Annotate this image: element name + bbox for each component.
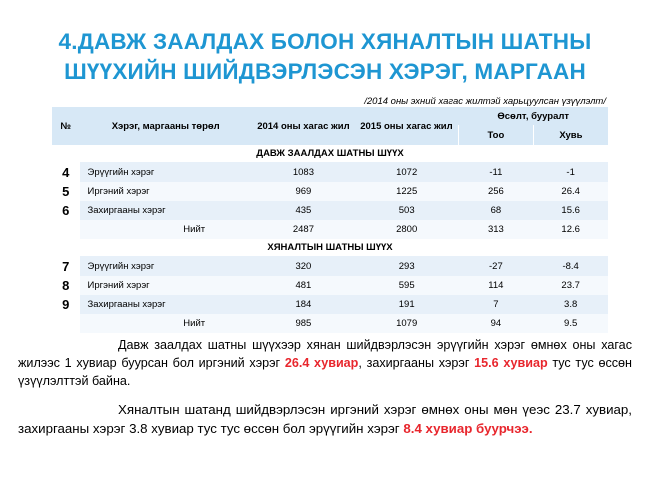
growth-count: 7 xyxy=(493,299,499,310)
summary-paragraph-supervisory xyxy=(18,400,632,438)
table-row xyxy=(52,201,608,220)
growth-count: -27 xyxy=(489,260,503,272)
summary-paragraph-appeal xyxy=(18,336,632,390)
row-number: 4 xyxy=(52,162,80,182)
value-2015: 503 xyxy=(398,205,415,216)
case-type: Захиргааны хэрэг xyxy=(87,205,166,216)
header-count: Тоо xyxy=(458,125,533,145)
paragraph-text: Хяналтын шатанд шийдвэрлэсэн иргэний хэрэг өмнөх оны мөн үеэс 23.7 хувиар, захиргааны хэрэг 3.8 хувиар тус тус өссөн бол эрүүгийн хэрэг xyxy=(18,402,632,436)
total-2015: 1079 xyxy=(396,318,418,329)
paragraph-text: Давж заалдах шатны шүүхээр хянан шийдвэрлэсэн эрүүгийн хэрэг өмнөх оны хагас жилээс 1 хувиар буурсан бол иргэний хэрэг xyxy=(18,338,632,370)
value-2015: 595 xyxy=(398,280,415,291)
growth-count: 68 xyxy=(490,205,502,216)
header-share: Хувь xyxy=(533,125,608,145)
table-row xyxy=(52,162,608,182)
case-type: Эрүүгийн хэрэг xyxy=(87,166,155,178)
header-case-type: Хэрэг, маргааны төрөл xyxy=(80,107,252,145)
section-header-supervisory xyxy=(52,239,608,256)
row-number: 7 xyxy=(52,256,80,276)
total-growth-share: 9.5 xyxy=(564,318,578,329)
growth-share: 3.8 xyxy=(564,299,578,310)
slide-title-line-2: ШҮҮХИЙН ШИЙДВЭРЛЭСЭН ХЭРЭГ, МАРГААН xyxy=(64,59,586,84)
total-2014: 2487 xyxy=(292,224,314,235)
value-2014: 320 xyxy=(295,260,312,272)
value-2014: 1083 xyxy=(292,166,314,178)
growth-share: 23.7 xyxy=(561,280,580,291)
table-header-row xyxy=(52,107,608,125)
section-header-appeal xyxy=(52,145,608,162)
growth-share: 15.6 xyxy=(561,205,580,216)
value-2014: 435 xyxy=(295,205,312,216)
row-number: 9 xyxy=(52,295,80,314)
case-type: Иргэний хэрэг xyxy=(87,186,150,197)
row-number: 5 xyxy=(52,182,80,201)
row-number: 8 xyxy=(52,276,80,295)
total-growth-count: 94 xyxy=(490,318,502,329)
comparison-note: /2014 оны эхний хагас жилтэй харьцуулсан үзүүлэлт/ xyxy=(364,96,606,107)
section-title: ДАВЖ ЗААЛДАХ ШАТНЫ ШҮҮХ xyxy=(52,145,608,162)
case-type: Иргэний хэрэг xyxy=(87,280,150,291)
header-2015: 2015 оны хагас жил xyxy=(355,107,459,145)
paragraph-text: тус тус өссөн үзүүлэлттэй байна. xyxy=(18,356,633,388)
case-type: Эрүүгийн хэрэг xyxy=(87,260,155,272)
table-total-row xyxy=(52,314,608,333)
growth-share: 26.4 xyxy=(561,186,580,197)
section-title: ХЯНАЛТЫН ШАТНЫ ШҮҮХ xyxy=(52,239,608,256)
table-row xyxy=(52,295,608,314)
value-2014: 184 xyxy=(295,299,312,310)
total-label: Нийт xyxy=(183,224,206,235)
highlight-admin-growth: 15.6 хувиар xyxy=(474,356,548,370)
highlight-criminal-decline: 8.4 хувиар буурчээ. xyxy=(403,421,533,436)
total-growth-count: 313 xyxy=(487,224,504,235)
value-2015: 293 xyxy=(398,260,415,272)
slide-title-line-1: 4.ДАВЖ ЗААЛДАХ БОЛОН ХЯНАЛТЫН ШАТНЫ xyxy=(58,29,592,54)
header-growth: Өсөлт, бууралт xyxy=(458,107,608,125)
paragraph-text: , захиргааны хэрэг xyxy=(358,356,475,370)
growth-share: -1 xyxy=(566,166,575,178)
value-2014: 969 xyxy=(295,186,312,197)
value-2015: 1072 xyxy=(396,166,418,178)
row-number: 6 xyxy=(52,201,80,220)
table-total-row xyxy=(52,220,608,239)
value-2014: 481 xyxy=(295,280,312,291)
growth-share: -8.4 xyxy=(562,260,579,272)
growth-count: 256 xyxy=(487,186,504,197)
highlight-civil-growth: 26.4 хувиар xyxy=(284,356,359,370)
total-growth-share: 12.6 xyxy=(561,224,580,235)
table-row xyxy=(52,256,608,276)
case-type: Захиргааны хэрэг xyxy=(87,299,166,310)
total-2014: 985 xyxy=(295,318,312,329)
growth-count: -11 xyxy=(489,166,503,178)
total-label: Нийт xyxy=(183,318,206,329)
table-row xyxy=(52,276,608,295)
value-2015: 191 xyxy=(398,299,415,310)
value-2015: 1225 xyxy=(396,186,418,197)
header-2014: 2014 оны хагас жил xyxy=(252,107,355,145)
cases-table xyxy=(52,107,608,333)
total-2015: 2800 xyxy=(396,224,418,235)
table-row xyxy=(52,182,608,201)
growth-count: 114 xyxy=(488,280,504,291)
header-no: № xyxy=(52,107,80,145)
